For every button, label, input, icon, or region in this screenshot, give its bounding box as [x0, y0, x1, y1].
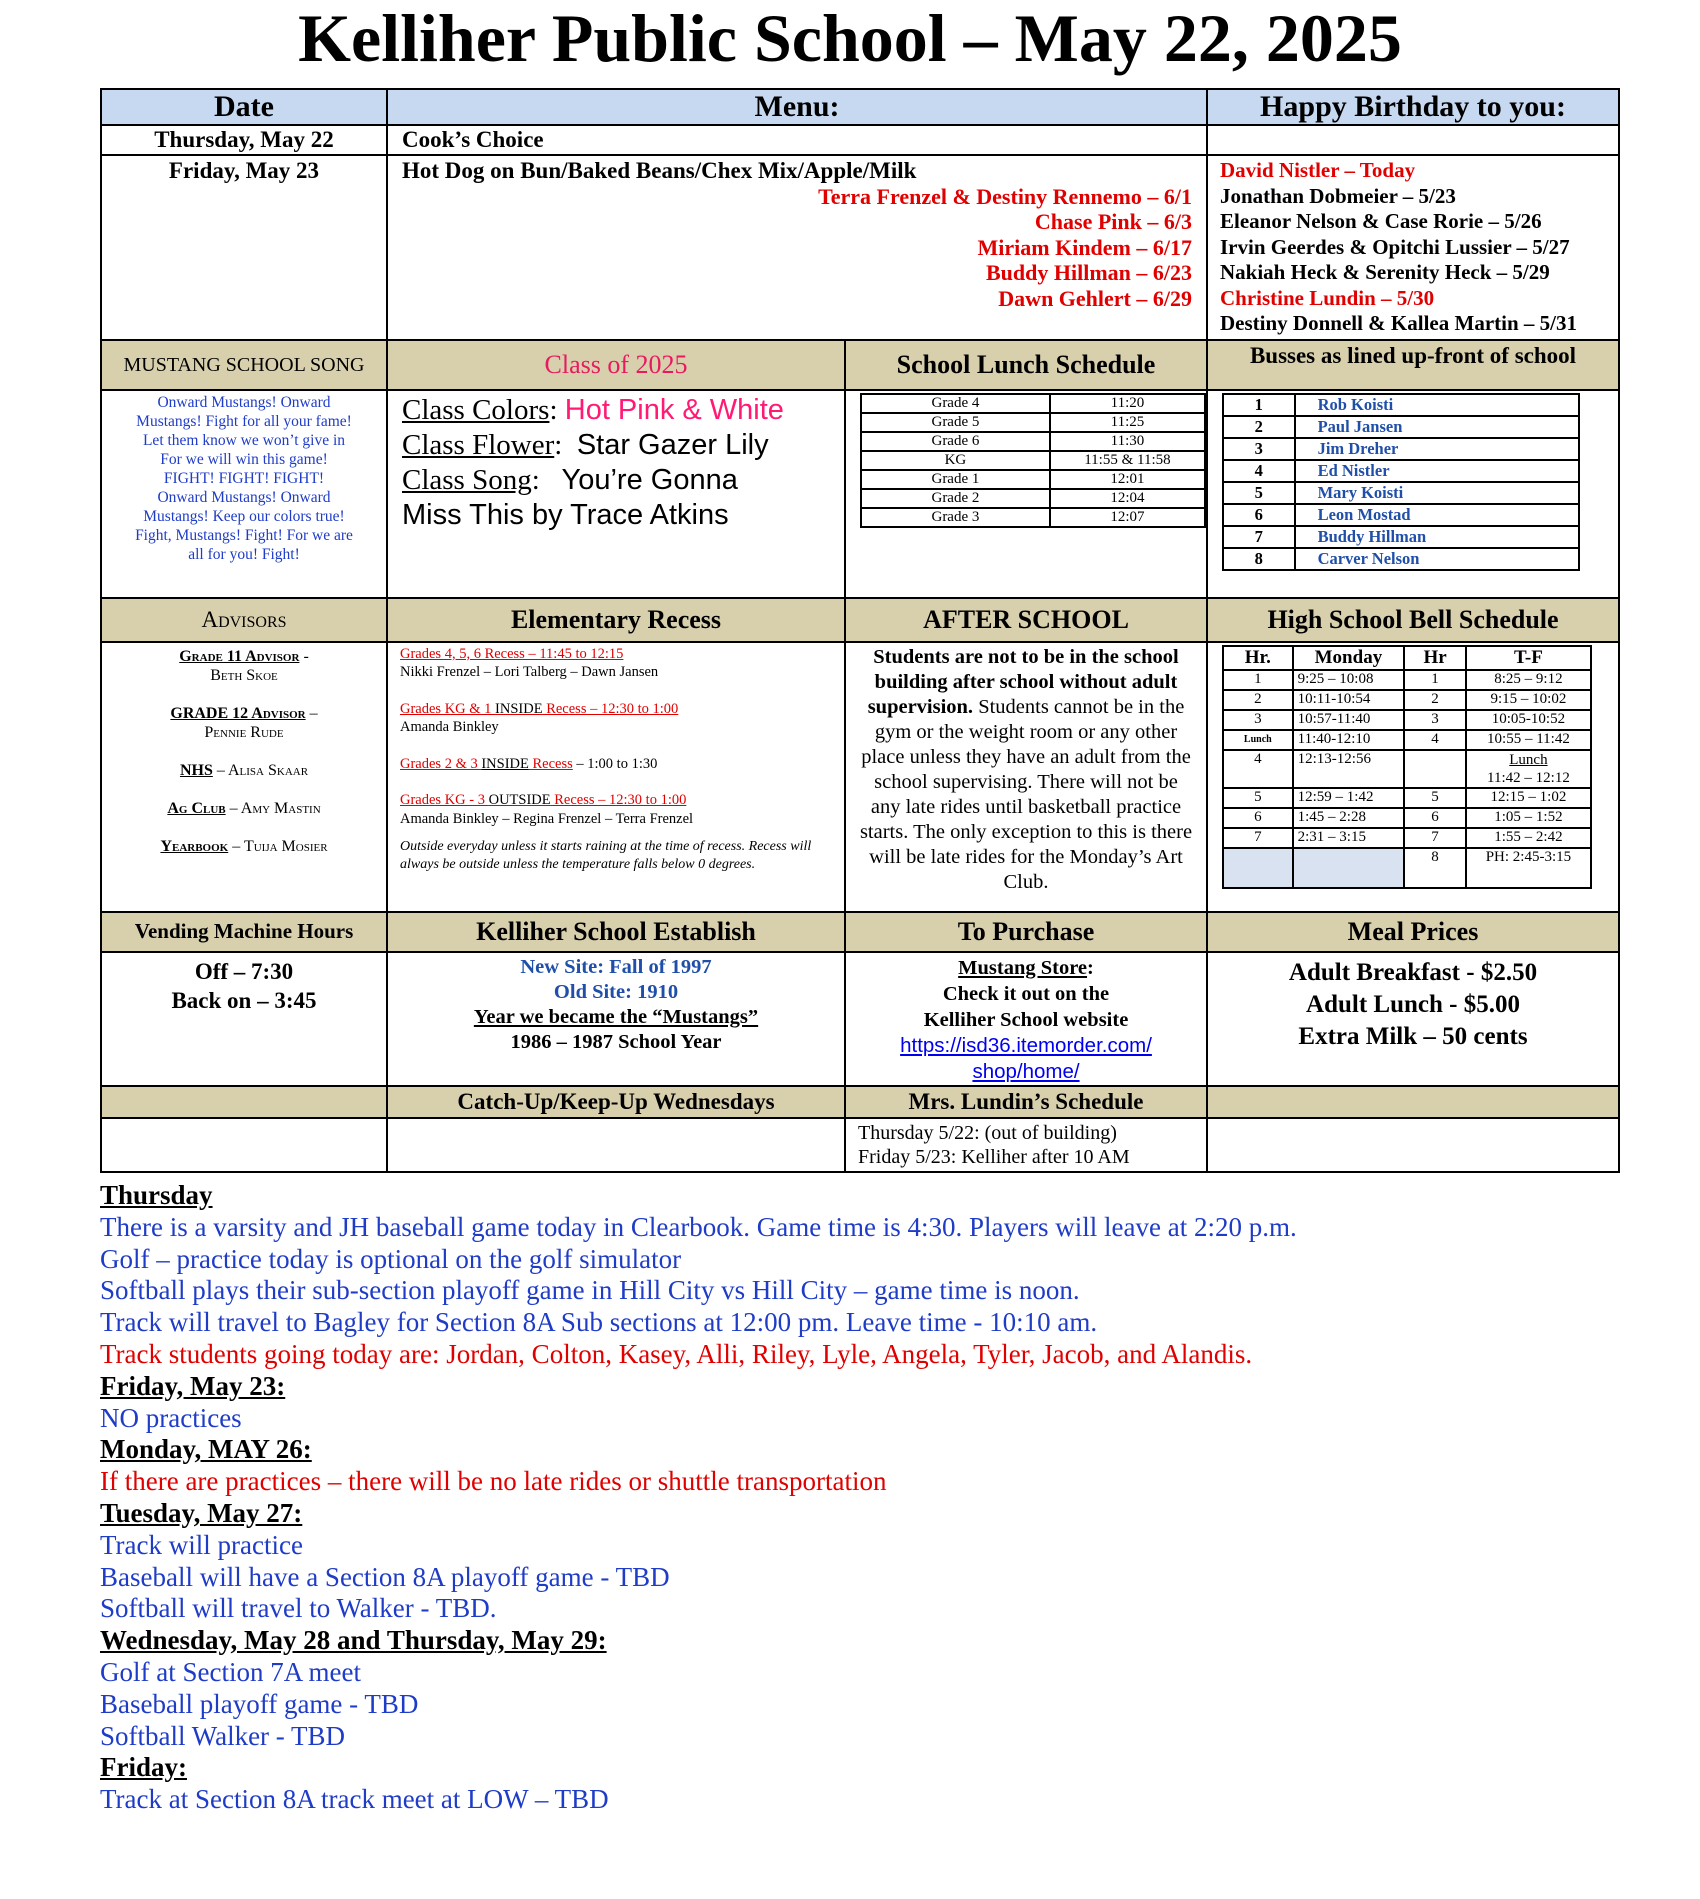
- birthday-entry: Irvin Geerdes & Opitchi Lussier – 5/27: [1220, 234, 1570, 259]
- after-school-details: Students cannot be in the gym or the weight room or any other place unless they have an adult from the school supervising. There will not be any late rides until basketball practice starts. The only exception to this is there will be late rides for the Monday’s Art Club.: [859, 695, 1193, 893]
- bus-table: [1222, 393, 1580, 571]
- lunch-time: 12:04: [1050, 489, 1205, 508]
- announcement-heading: Wednesday, May 28 and Thursday, May 29:: [100, 1625, 607, 1656]
- lunch-time: 11:25: [1050, 413, 1205, 432]
- bell-lunch-time: 11:42 – 12:12: [1487, 769, 1570, 786]
- announcement-heading: Friday:: [100, 1752, 187, 1783]
- bell-row: [1223, 750, 1591, 788]
- bell-period: [1404, 750, 1466, 788]
- song-line: For we will win this game!: [160, 450, 328, 468]
- advisor-sep: –: [305, 704, 318, 722]
- bus-number: 4: [1223, 460, 1295, 482]
- advisor-role: Ag Club: [167, 799, 226, 817]
- bell-time: PH: 2:45-3:15: [1466, 848, 1591, 888]
- birthday-list: [1207, 155, 1619, 340]
- menu-friday-cell: [387, 155, 1207, 340]
- bus-row: [1223, 460, 1579, 482]
- class-flower-label: Class Flower: [402, 428, 555, 461]
- lunch-row: [861, 451, 1205, 470]
- class-info: Class Colors: Hot Pink & White Class Flower: Star Gazer Lily Class Song: You’re Gonna Miss This by Trace Atkins: [387, 390, 845, 598]
- bus-number: 5: [1223, 482, 1295, 504]
- lunch-row: [861, 432, 1205, 451]
- birthday-entry: Destiny Donnell & Kallea Martin – 5/31: [1220, 311, 1577, 335]
- advisors-list: [101, 642, 387, 912]
- store-text: Kelliher School website: [923, 1008, 1129, 1031]
- song-line: Let them know we won’t give in: [142, 431, 346, 449]
- bell-row: [1223, 690, 1591, 710]
- bus-number: 7: [1223, 526, 1295, 548]
- lunch-row: [861, 489, 1205, 508]
- advisor-name: Pennie Rude: [204, 723, 284, 741]
- menu-date: Friday, May 23: [101, 155, 387, 340]
- advisor-name: – Tuija Mosier: [228, 837, 328, 855]
- song-line: FIGHT! FIGHT! FIGHT!: [163, 469, 325, 487]
- song-line: Fight, Mustangs! Fight! For we are: [135, 526, 353, 544]
- recess-group: Grades KG & 1: [400, 700, 496, 717]
- birthday-entry: David Nistler – Today: [1220, 158, 1416, 182]
- announcement-line: Golf – practice today is optional on the golf simulator: [100, 1243, 682, 1274]
- lunch-time: 12:01: [1050, 470, 1205, 489]
- birthday-empty-cell: [1207, 125, 1619, 155]
- class-flower-value: Star Gazer Lily: [576, 428, 769, 461]
- announcement-line: Track students going today are: Jordan, Colton, Kasey, Alli, Riley, Lyle, Angela, Tyler, Jacob, and Alandis.: [100, 1338, 1253, 1369]
- bell-row: [1223, 848, 1591, 888]
- announcement-heading: Tuesday, May 27:: [100, 1497, 303, 1528]
- meal-price: Adult Breakfast - $2.50: [1288, 958, 1538, 986]
- bell-period: 4: [1404, 730, 1466, 750]
- mustangs-year-label: Year we became the “Mustangs”: [473, 1005, 759, 1028]
- lundin-entry: Thursday 5/22: (out of building): [858, 1121, 1117, 1144]
- birthday-entry: Nakiah Heck & Serenity Heck – 5/29: [1220, 260, 1550, 284]
- empty-cell: [1207, 1118, 1619, 1172]
- bell-row: [1223, 828, 1591, 848]
- new-site: New Site: Fall of 1997: [520, 955, 712, 978]
- recess-time: Recess – 12:30 to 1:00: [542, 700, 679, 717]
- advisor-name: – Amy Mastin: [225, 799, 321, 817]
- lunch-header: School Lunch Schedule: [845, 340, 1207, 390]
- bell-header-row: [1223, 646, 1591, 670]
- announcement-line: Baseball will have a Section 8A playoff game - TBD: [100, 1561, 670, 1592]
- bus-cell: [1207, 390, 1619, 598]
- bell-time: 9:25 – 10:08: [1293, 670, 1405, 690]
- advisor-role: GRADE 12 Advisor: [170, 704, 306, 722]
- recess-time: Recess – 12:30 to 1:00: [550, 792, 687, 808]
- vending-hours: [101, 952, 387, 1086]
- store-label: Mustang Store: [958, 956, 1088, 979]
- bell-time: [1466, 750, 1591, 788]
- lunch-row: [861, 508, 1205, 527]
- menu-birthday: Chase Pink – 6/3: [1034, 209, 1192, 234]
- empty-header: [1207, 1086, 1619, 1118]
- bell-period: 3: [1404, 710, 1466, 730]
- bell-col-header: T-F: [1466, 646, 1591, 670]
- bus-row: [1223, 504, 1579, 526]
- recess-header: Elementary Recess: [387, 598, 845, 642]
- lundin-entry: Friday 5/23: Kelliher after 10 AM: [858, 1145, 1130, 1168]
- empty-header: [101, 1086, 387, 1118]
- bell-period: 6: [1223, 808, 1293, 828]
- menu-birthday: Terra Frenzel & Destiny Rennemo – 6/1: [818, 183, 1192, 209]
- birthday-entry: Christine Lundin – 5/30: [1220, 285, 1435, 310]
- bus-driver: Leon Mostad: [1295, 504, 1579, 526]
- bell-time: 1:45 – 2:28: [1293, 808, 1405, 828]
- bell-time: 10:57-11:40: [1293, 710, 1405, 730]
- lunch-grade: Grade 4: [861, 394, 1050, 413]
- establish-info: [387, 952, 845, 1086]
- announcement-heading: Monday, MAY 26:: [100, 1434, 312, 1465]
- bell-cell: [1207, 642, 1619, 912]
- vending-on: Back on – 3:45: [171, 987, 317, 1013]
- bell-col-header: Hr.: [1223, 646, 1293, 670]
- bell-time: 1:55 – 2:42: [1466, 828, 1591, 848]
- recess-group: Grades 2 & 3: [400, 755, 482, 772]
- menu-item: Cook’s Choice: [387, 125, 1207, 155]
- announcement-line: Track at Section 8A track meet at LOW – TBD: [100, 1784, 609, 1815]
- song-line: Onward Mustangs! Onward: [157, 393, 331, 411]
- bus-row: [1223, 438, 1579, 460]
- date-header: Date: [101, 89, 387, 125]
- lunch-row: [861, 470, 1205, 489]
- bell-time: 2:31 – 3:15: [1293, 828, 1405, 848]
- bell-period: 7: [1404, 828, 1466, 848]
- bell-period: 1: [1404, 670, 1466, 690]
- class-colors-label: Class Colors: [402, 393, 550, 426]
- bus-row: [1223, 482, 1579, 504]
- bell-time: [1293, 848, 1405, 888]
- establish-header: Kelliher School Establish: [387, 912, 845, 952]
- meal-price: Extra Milk – 50 cents: [1298, 1022, 1528, 1050]
- meal-header: Meal Prices: [1207, 912, 1619, 952]
- song-line: Onward Mustangs! Onward: [157, 488, 331, 506]
- bell-period: 3: [1223, 710, 1293, 730]
- lunch-time: 11:20: [1050, 394, 1205, 413]
- bell-time: 8:25 – 9:12: [1466, 670, 1591, 690]
- bell-period: 2: [1223, 690, 1293, 710]
- announcement-line: Softball will travel to Walker - TBD.: [100, 1593, 497, 1624]
- bus-number: 1: [1223, 394, 1295, 416]
- bell-period: 5: [1404, 788, 1466, 808]
- announcement-line: Baseball playoff game - TBD: [100, 1688, 419, 1719]
- bell-period: 4: [1223, 750, 1293, 788]
- bell-time: 12:13-12:56: [1293, 750, 1405, 788]
- recess-inside: INSIDE: [481, 755, 529, 772]
- school-song: [101, 390, 387, 598]
- bell-time: 11:40-12:10: [1293, 730, 1405, 750]
- bell-period: 6: [1404, 808, 1466, 828]
- old-site: Old Site: 1910: [553, 980, 679, 1003]
- class-song-value: Miss This by Trace Atkins: [402, 498, 729, 531]
- menu-birthday: Dawn Gehlert – 6/29: [998, 285, 1192, 311]
- announcements: [100, 1180, 1600, 1816]
- recess-staff: Nikki Frenzel – Lori Talberg – Dawn Jansen: [400, 664, 659, 680]
- purchase-info: Mustang Store: Check it out on the Kelliher School website https://isd36.itemorder.com/ shop/home/: [845, 952, 1207, 1086]
- lundin-schedule: [845, 1118, 1207, 1172]
- announcement-line: Softball plays their sub-section playoff game in Hill City vs Hill City – game time is noon.: [100, 1275, 1080, 1306]
- bus-row: [1223, 416, 1579, 438]
- announcement-line: If there are practices – there will be no late rides or shuttle transportation: [100, 1466, 887, 1497]
- bell-lunch-label: Lunch: [1509, 751, 1548, 768]
- meal-price: Adult Lunch - $5.00: [1306, 990, 1520, 1018]
- menu-header: Menu:: [387, 89, 1207, 125]
- class-header: Class of 2025: [387, 340, 845, 390]
- menu-item: Hot Dog on Bun/Baked Beans/Chex Mix/Apple/Milk: [402, 158, 917, 183]
- bell-row: [1223, 808, 1591, 828]
- announcement-heading: Friday, May 23:: [100, 1370, 286, 1401]
- after-school-rule: Students are not to be in the school building after school without adult supervision.: [867, 645, 1179, 718]
- birthday-entry: Eleanor Nelson & Case Rorie – 5/26: [1220, 209, 1542, 233]
- announcement-heading: Thursday: [100, 1180, 213, 1210]
- bus-header: Busses as lined up-front of school: [1207, 340, 1619, 390]
- store-link[interactable]: shop/home/: [972, 1059, 1080, 1083]
- purchase-header: To Purchase: [845, 912, 1207, 952]
- lunch-table: [860, 393, 1206, 528]
- bus-row: [1223, 548, 1579, 570]
- lunch-time: 11:30: [1050, 432, 1205, 451]
- class-colors-value: Hot Pink & White: [564, 393, 784, 426]
- advisor-role: NHS: [179, 761, 213, 779]
- bulletin-grid: [100, 88, 1620, 1173]
- bus-driver: Carver Nelson: [1295, 548, 1579, 570]
- store-text: Check it out on the: [942, 982, 1110, 1005]
- bell-period: 5: [1223, 788, 1293, 808]
- bell-col-header: Hr: [1404, 646, 1466, 670]
- lunch-grade: Grade 5: [861, 413, 1050, 432]
- lunch-grade: Grade 6: [861, 432, 1050, 451]
- lunch-grade: Grade 1: [861, 470, 1050, 489]
- recess-staff: Amanda Binkley: [400, 719, 499, 735]
- school-year: 1986 – 1987 School Year: [510, 1030, 722, 1053]
- bus-driver: Jim Dreher: [1295, 438, 1579, 460]
- lunch-row: [861, 394, 1205, 413]
- recess-staff: Amanda Binkley – Regina Frenzel – Terra Frenzel: [400, 810, 694, 827]
- class-song-label: Class Song: [402, 463, 532, 496]
- bus-row: [1223, 394, 1579, 416]
- recess-note: Outside everyday unless it starts raining at the time of recess. Recess will always be outside unless the temperature falls below 0 degrees.: [400, 839, 812, 872]
- lunch-grade: KG: [861, 451, 1050, 470]
- bell-row: [1223, 730, 1591, 750]
- vending-off: Off – 7:30: [194, 958, 294, 984]
- bell-time: 10:11-10:54: [1293, 690, 1405, 710]
- bus-driver: Ed Nistler: [1295, 460, 1579, 482]
- bus-number: 6: [1223, 504, 1295, 526]
- announcement-line: Golf at Section 7A meet: [100, 1656, 361, 1687]
- recess-cell: [387, 642, 845, 912]
- lunch-grade: Grade 3: [861, 508, 1050, 527]
- menu-date: Thursday, May 22: [101, 125, 387, 155]
- bell-col-header: Monday: [1293, 646, 1405, 670]
- announcement-line: There is a varsity and JH baseball game today in Clearbook. Game time is 4:30. Players will leave at 2:20 p.m.: [100, 1211, 1297, 1242]
- after-school-header: AFTER SCHOOL: [845, 598, 1207, 642]
- recess-group: Grades KG - 3: [400, 792, 489, 808]
- class-song-value: You’re Gonna: [561, 463, 738, 496]
- recess-time: – 1:00 to 1:30: [572, 755, 658, 772]
- recess-group: Grades 4, 5, 6 Recess – 11:45 to 12:15: [400, 645, 624, 662]
- bus-number: 3: [1223, 438, 1295, 460]
- bell-table: [1222, 645, 1592, 889]
- advisors-header: Advisors: [101, 598, 387, 642]
- bus-row: [1223, 526, 1579, 548]
- bell-period: [1223, 848, 1293, 888]
- song-line: all for you! Fight!: [188, 545, 300, 563]
- advisor-name: – Alisa Skaar: [212, 761, 309, 779]
- bell-time: 10:05-10:52: [1466, 710, 1591, 730]
- bus-driver: Rob Koisti: [1295, 394, 1579, 416]
- lunch-row: [861, 413, 1205, 432]
- announcement-line: Track will travel to Bagley for Section 8A Sub sections at 12:00 pm. Leave time - 10:10 am.: [100, 1307, 1098, 1338]
- lunch-schedule-cell: [845, 390, 1207, 598]
- after-school-text: [845, 642, 1207, 912]
- song-line: Mustangs! Fight for all your fame!: [136, 412, 352, 430]
- lunch-time: 12:07: [1050, 508, 1205, 527]
- menu-birthday: Buddy Hillman – 6/23: [985, 260, 1192, 285]
- catchup-cell: [387, 1118, 845, 1172]
- meal-prices: [1207, 952, 1619, 1086]
- bus-number: 8: [1223, 548, 1295, 570]
- bus-driver: Mary Koisti: [1295, 482, 1579, 504]
- recess-inside: INSIDE: [495, 700, 543, 717]
- bell-time: 10:55 – 11:42: [1466, 730, 1591, 750]
- announcement-line: Track will practice: [100, 1529, 303, 1560]
- bell-row: [1223, 710, 1591, 730]
- bell-period: 7: [1223, 828, 1293, 848]
- bell-period: 1: [1223, 670, 1293, 690]
- menu-birthday: Miriam Kindem – 6/17: [977, 234, 1192, 260]
- announcement-line: NO practices: [100, 1402, 242, 1433]
- bus-number: 2: [1223, 416, 1295, 438]
- lunch-time: 11:55 & 11:58: [1050, 451, 1205, 470]
- recess-outside: OUTSIDE: [488, 792, 551, 808]
- lunch-grade: Grade 2: [861, 489, 1050, 508]
- bell-time: 12:15 – 1:02: [1466, 788, 1591, 808]
- birthday-entry: Jonathan Dobmeier – 5/23: [1220, 183, 1456, 208]
- catchup-header: Catch-Up/Keep-Up Wednesdays: [387, 1086, 845, 1118]
- bell-time: 1:05 – 1:52: [1466, 808, 1591, 828]
- empty-cell: [101, 1118, 387, 1172]
- bell-row: [1223, 788, 1591, 808]
- bell-time: 12:59 – 1:42: [1293, 788, 1405, 808]
- advisor-sep: -: [299, 647, 309, 665]
- vending-header: Vending Machine Hours: [101, 912, 387, 952]
- advisor-name: Beth Skoe: [210, 666, 278, 684]
- bell-row: [1223, 670, 1591, 690]
- lundin-header: Mrs. Lundin’s Schedule: [845, 1086, 1207, 1118]
- advisor-role: Grade 11 Advisor: [179, 647, 300, 665]
- page-title: Kelliher Public School – May 22, 2025: [298, 0, 1402, 76]
- bell-period: 8: [1404, 848, 1466, 888]
- bell-period: Lunch: [1223, 730, 1293, 750]
- bell-header: High School Bell Schedule: [1207, 598, 1619, 642]
- bus-driver: Buddy Hillman: [1295, 526, 1579, 548]
- song-line: Mustangs! Keep our colors true!: [143, 507, 345, 525]
- announcement-line: Softball Walker - TBD: [100, 1720, 346, 1751]
- birthday-header: Happy Birthday to you:: [1207, 89, 1619, 125]
- bus-driver: Paul Jansen: [1295, 416, 1579, 438]
- song-header: MUSTANG SCHOOL SONG: [101, 340, 387, 390]
- advisor-role: Yearbook: [160, 837, 229, 855]
- bell-period: 2: [1404, 690, 1466, 710]
- recess-label: Recess: [528, 755, 573, 772]
- bell-time: 9:15 – 10:02: [1466, 690, 1591, 710]
- store-link[interactable]: https://isd36.itemorder.com/: [900, 1033, 1152, 1057]
